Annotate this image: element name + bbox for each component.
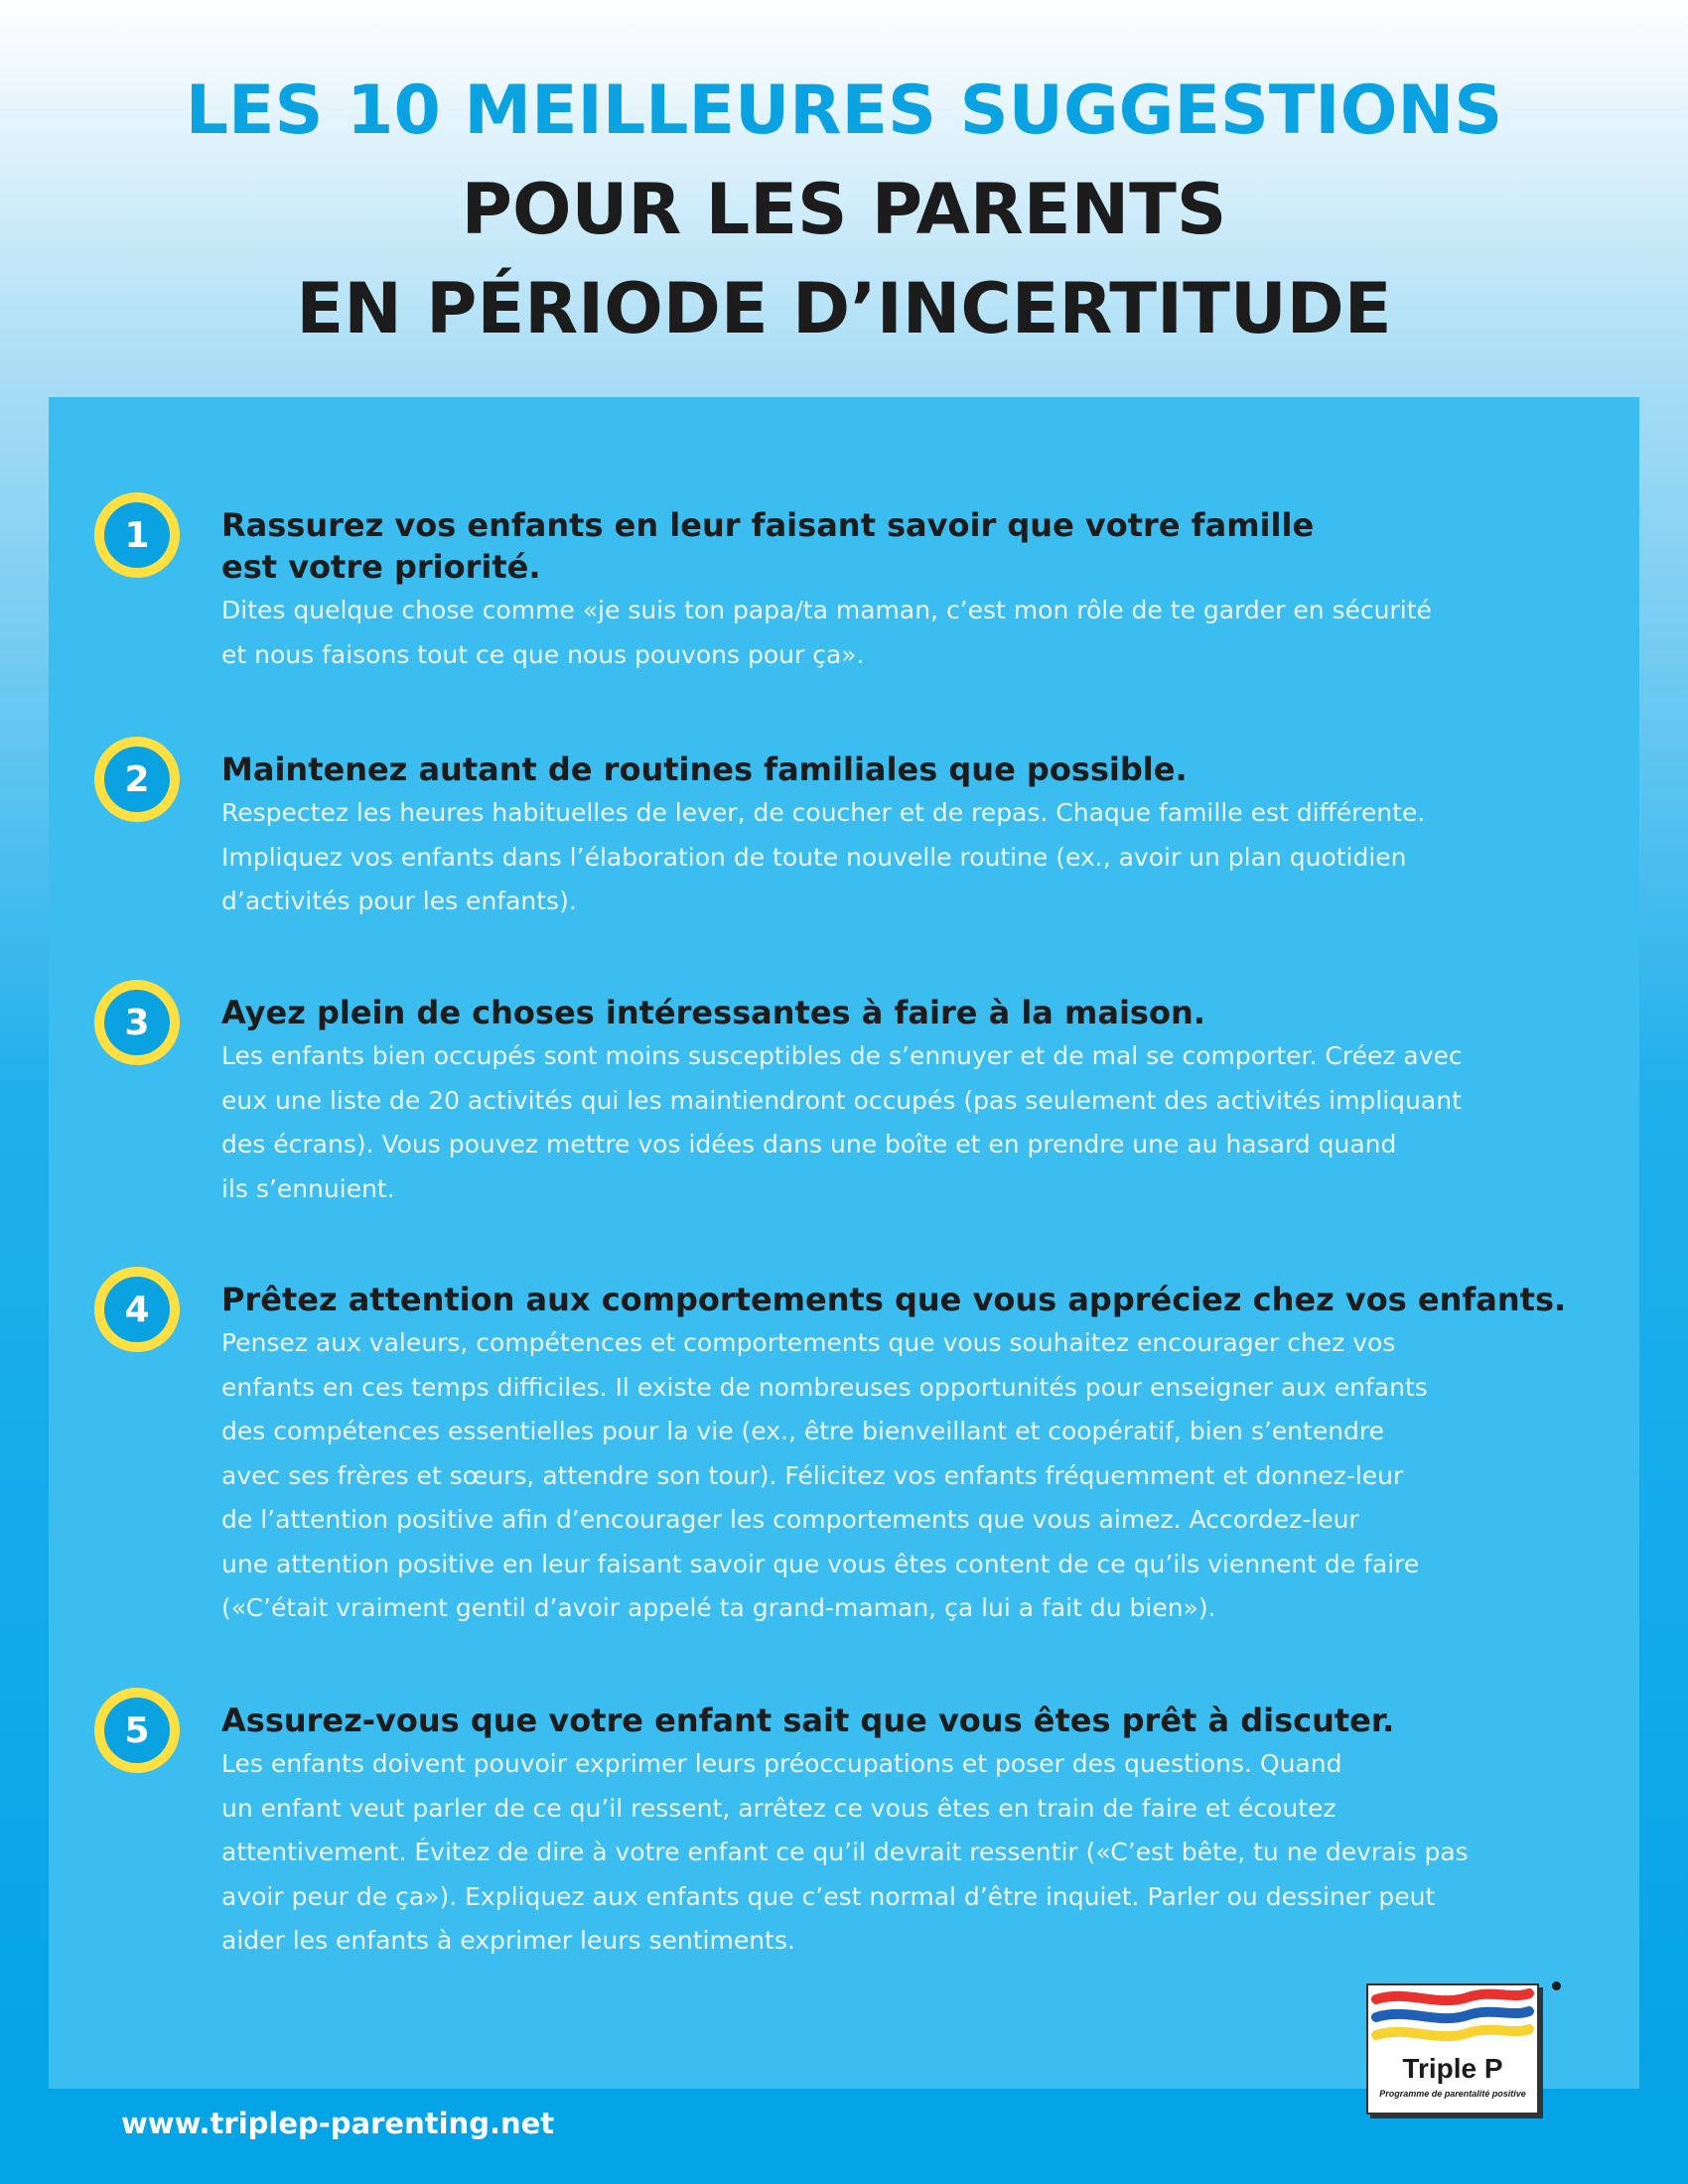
tip-title-line: Rassurez vos enfants en leur faisant savoir que votre famille [221,506,1315,544]
tip-body-line: et nous faisons tout ce que nous pouvons pour ça». [221,639,865,669]
tip-body [221,791,1612,924]
tip-title [221,1279,1612,1320]
tip-body-line: avoir peur de ça»). Expliquez aux enfants que c’est normal d’être inquiet. Parler ou dessiner peut [221,1881,1436,1911]
tip-body-line: une attention positive en leur faisant savoir que vous êtes content de ce qu’ils viennent de faire [221,1549,1420,1578]
registered-mark-icon [1552,1981,1561,1990]
logo-tagline: Programme de parentalité positive [1379,2089,1526,2099]
tip-title [221,749,1612,790]
tip-number-badge: 4 [94,1267,180,1352]
tip-body [221,1034,1612,1211]
title-line-2: POUR LES PARENTS [461,169,1227,250]
website-url[interactable]: www.triplep-parenting.net [121,2107,555,2140]
tip-body [221,589,1612,677]
tip-number-badge: 2 [94,737,180,822]
tip-body-line: avec ses frères et sœurs, attendre son tour). Félicitez vos enfants fréquemment et donnez-leur [221,1460,1404,1490]
tip-body-line: des compétences essentielles pour la vie (ex., être bienveillant et coopératif, bien s’entendre [221,1417,1385,1445]
logo-stripes-icon [1368,1985,1537,2055]
title-line-1: LES 10 MEILLEURES SUGGESTIONS [185,71,1503,150]
logo-name: Triple P [1402,2053,1503,2084]
tip-body-line: Impliquez vos enfants dans l’élaboration de toute nouvelle routine (ex., avoir un plan quotidien [221,842,1407,872]
tips-panel [49,397,1639,2089]
tip-body-line: aider les enfants à exprimer leurs sentiments. [221,1926,795,1955]
tip-body-line: enfants en ces temps difficiles. Il existe de nombreuses opportunités pour enseigner aux enfants [221,1372,1428,1402]
triple-p-logo [1366,1983,1539,2115]
tip-body-line: des écrans). Vous pouvez mettre vos idées dans une boîte et en prendre une au hasard quand [221,1130,1397,1159]
tip-title [221,1700,1612,1741]
tip-body-line: de l’attention positive afin d’encourager les comportements que vous aimez. Accordez-leur [221,1505,1359,1534]
tip-body-line: Dites quelque chose comme «je suis ton papa/ta maman, c’est mon rôle de te garder en sécurité [221,596,1432,624]
tip-title-line: Maintenez autant de routines familiales que possible. [221,751,1188,788]
tip-body-line: («C’était vraiment gentil d’avoir appelé ta grand-maman, ça lui a fait du bien»). [221,1593,1216,1622]
tip-number-badge: 1 [94,492,180,578]
tip-body [221,1742,1612,1964]
tip-body-line: attentivement. Évitez de dire à votre enfant ce qu’il devrait ressentir («C’est bête, tu ne devrais pas [221,1838,1469,1866]
tip-number-badge: 3 [94,980,180,1065]
tip-title-line: Assurez-vous que votre enfant sait que vous êtes prêt à discuter. [221,1702,1395,1739]
tip-body [221,1321,1612,1631]
tip-title-line: Prêtez attention aux comportements que vous appréciez chez vos enfants. [221,1281,1567,1318]
tip-body-line: ils s’ennuient. [221,1173,395,1203]
tip-body-line: Les enfants bien occupés sont moins susceptibles de s’ennuyer et de mal se comporter. Créez avec [221,1041,1463,1070]
tip-body-line: Respectez les heures habituelles de lever, de coucher et de repas. Chaque famille est différente. [221,798,1426,827]
tip-body-line: un enfant veut parler de ce qu’il ressent, arrêtez ce vous êtes en train de faire et écoutez [221,1793,1336,1823]
tip-number-badge: 5 [94,1688,180,1773]
tip-title [221,992,1612,1033]
tip-title-line: Ayez plein de choses intéressantes à faire à la maison. [221,994,1205,1031]
tip-body-line: Pensez aux valeurs, compétences et comportements que vous souhaitez encourager chez vos [221,1328,1396,1357]
title-line-3: EN PÉRIODE D’INCERTITUDE [296,268,1392,349]
tip-body-line: d’activités pour les enfants). [221,887,577,915]
tip-title [221,504,1612,588]
tip-body-line: Les enfants doivent pouvoir exprimer leurs préoccupations et poser des questions. Quand [221,1749,1342,1778]
tip-title-line: est votre priorité. [221,548,541,586]
tip-body-line: eux une liste de 20 activités qui les maintiendront occupés (pas seulement des activités impliquant [221,1085,1462,1115]
